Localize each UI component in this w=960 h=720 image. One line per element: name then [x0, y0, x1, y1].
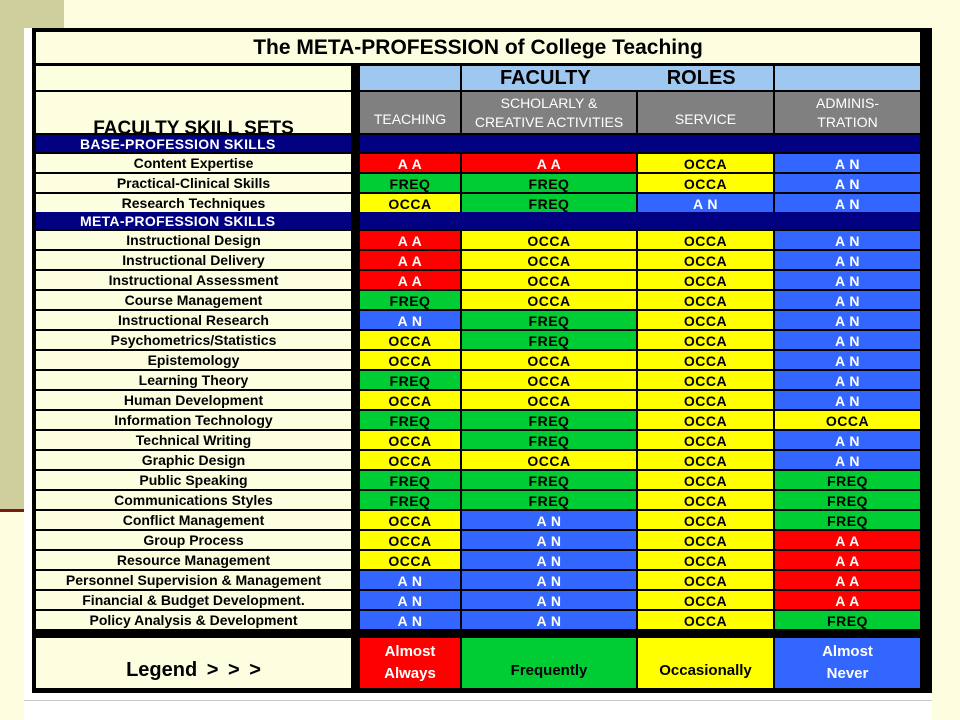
rating-administration: A A: [775, 591, 920, 609]
rating-teaching: OCCA: [360, 351, 460, 369]
rating-service: OCCA: [638, 591, 773, 609]
rating-scholarly: OCCA: [462, 351, 636, 369]
legend-occasionally: Occasionally: [638, 638, 773, 688]
section-meta-fill: [360, 212, 920, 229]
rating-scholarly: FREQ: [462, 411, 636, 429]
rating-teaching: A A: [360, 251, 460, 269]
rating-scholarly: FREQ: [462, 491, 636, 509]
skill-label: Content Expertise: [36, 154, 351, 172]
rating-administration: A A: [775, 571, 920, 589]
skill-label: Communications Styles: [36, 491, 351, 509]
skill-label: Policy Analysis & Development: [36, 611, 351, 629]
rating-scholarly: OCCA: [462, 391, 636, 409]
rating-scholarly: OCCA: [462, 371, 636, 389]
rating-service: OCCA: [638, 571, 773, 589]
rating-scholarly: A N: [462, 551, 636, 569]
skill-label: Personnel Supervision & Management: [36, 571, 351, 589]
col-service: SERVICE: [638, 92, 773, 133]
rating-administration: A N: [775, 174, 920, 192]
rating-scholarly: FREQ: [462, 311, 636, 329]
rating-administration: A A: [775, 551, 920, 569]
rating-administration: A N: [775, 154, 920, 172]
rating-service: OCCA: [638, 451, 773, 469]
rating-scholarly: A N: [462, 591, 636, 609]
rating-service: OCCA: [638, 611, 773, 629]
rating-administration: A N: [775, 311, 920, 329]
skill-label: Human Development: [36, 391, 351, 409]
rating-administration: A N: [775, 451, 920, 469]
rating-teaching: OCCA: [360, 431, 460, 449]
skill-label: Resource Management: [36, 551, 351, 569]
skill-label: Financial & Budget Development.: [36, 591, 351, 609]
rating-teaching: OCCA: [360, 511, 460, 529]
rating-teaching: A A: [360, 231, 460, 249]
rating-administration: OCCA: [775, 411, 920, 429]
rating-administration: FREQ: [775, 611, 920, 629]
rating-service: OCCA: [638, 371, 773, 389]
rating-teaching: OCCA: [360, 331, 460, 349]
section-base-profession: BASE-PROFESSION SKILLS: [36, 135, 351, 152]
rating-service: OCCA: [638, 531, 773, 549]
rating-teaching: OCCA: [360, 194, 460, 212]
rating-service: OCCA: [638, 391, 773, 409]
rating-scholarly: FREQ: [462, 471, 636, 489]
rating-scholarly: OCCA: [462, 291, 636, 309]
roles-label: ROLES: [666, 66, 736, 89]
skill-label: Course Management: [36, 291, 351, 309]
rating-service: OCCA: [638, 471, 773, 489]
skill-label: Instructional Research: [36, 311, 351, 329]
faculty-roles-header: [462, 66, 773, 90]
skill-label: Instructional Assessment: [36, 271, 351, 289]
rating-service: A N: [638, 194, 773, 212]
legend-almost-always: Almost Always: [360, 638, 460, 688]
rating-administration: A N: [775, 331, 920, 349]
rating-teaching: OCCA: [360, 391, 460, 409]
legend-almost-never: Almost Never: [775, 638, 920, 688]
rating-administration: A N: [775, 194, 920, 212]
skill-label: Practical-Clinical Skills: [36, 174, 351, 192]
rating-service: OCCA: [638, 174, 773, 192]
rating-administration: FREQ: [775, 491, 920, 509]
rating-service: OCCA: [638, 551, 773, 569]
rating-service: OCCA: [638, 351, 773, 369]
skill-label: Psychometrics/Statistics: [36, 331, 351, 349]
rating-service: OCCA: [638, 251, 773, 269]
rating-teaching: A N: [360, 591, 460, 609]
rating-scholarly: A N: [462, 571, 636, 589]
rating-service: OCCA: [638, 154, 773, 172]
rating-service: OCCA: [638, 291, 773, 309]
rating-teaching: A A: [360, 154, 460, 172]
rating-teaching: A N: [360, 571, 460, 589]
rating-administration: A A: [775, 531, 920, 549]
rating-service: OCCA: [638, 271, 773, 289]
col-teaching: TEACHING: [360, 92, 460, 133]
rating-administration: FREQ: [775, 471, 920, 489]
rating-service: OCCA: [638, 491, 773, 509]
rating-scholarly: OCCA: [462, 271, 636, 289]
skill-label: Information Technology: [36, 411, 351, 429]
section-base-fill: [360, 135, 920, 152]
skill-label: Research Techniques: [36, 194, 351, 212]
rating-service: OCCA: [638, 231, 773, 249]
rating-administration: A N: [775, 351, 920, 369]
rating-scholarly: FREQ: [462, 331, 636, 349]
skill-label: Instructional Delivery: [36, 251, 351, 269]
rating-service: OCCA: [638, 311, 773, 329]
rating-scholarly: FREQ: [462, 174, 636, 192]
rating-administration: A N: [775, 391, 920, 409]
rating-scholarly: FREQ: [462, 194, 636, 212]
rating-service: OCCA: [638, 331, 773, 349]
rating-teaching: OCCA: [360, 531, 460, 549]
faculty-skill-sets-heading: FACULTY SKILL SETS: [36, 92, 351, 133]
faculty-label: FACULTY: [500, 66, 591, 89]
rating-administration: A N: [775, 371, 920, 389]
skill-label: Group Process: [36, 531, 351, 549]
rating-scholarly: A A: [462, 154, 636, 172]
skill-label: Public Speaking: [36, 471, 351, 489]
rating-scholarly: A N: [462, 511, 636, 529]
rating-scholarly: A N: [462, 531, 636, 549]
rating-scholarly: OCCA: [462, 231, 636, 249]
skill-label: Epistemology: [36, 351, 351, 369]
rating-teaching: FREQ: [360, 174, 460, 192]
rating-scholarly: A N: [462, 611, 636, 629]
rating-administration: A N: [775, 431, 920, 449]
rating-teaching: OCCA: [360, 551, 460, 569]
rating-teaching: A N: [360, 611, 460, 629]
rating-service: OCCA: [638, 431, 773, 449]
skill-label: Instructional Design: [36, 231, 351, 249]
legend-label: Legend > > >: [36, 638, 351, 688]
skill-label: Learning Theory: [36, 371, 351, 389]
rating-scholarly: OCCA: [462, 451, 636, 469]
rating-teaching: A N: [360, 311, 460, 329]
rating-scholarly: OCCA: [462, 251, 636, 269]
rating-service: OCCA: [638, 411, 773, 429]
rating-scholarly: FREQ: [462, 431, 636, 449]
rating-service: OCCA: [638, 511, 773, 529]
rating-administration: A N: [775, 291, 920, 309]
col-scholarly: SCHOLARLY & CREATIVE ACTIVITIES: [462, 92, 636, 133]
rating-administration: A N: [775, 251, 920, 269]
skill-label: Graphic Design: [36, 451, 351, 469]
roles-header-blank-1: [360, 66, 460, 90]
skill-label: Conflict Management: [36, 511, 351, 529]
sheet-grid-bottom: [24, 700, 932, 701]
rating-administration: A N: [775, 271, 920, 289]
rating-teaching: FREQ: [360, 291, 460, 309]
rating-administration: FREQ: [775, 511, 920, 529]
rating-teaching: OCCA: [360, 451, 460, 469]
rating-teaching: FREQ: [360, 491, 460, 509]
rating-administration: A N: [775, 231, 920, 249]
section-meta-profession: META-PROFESSION SKILLS: [36, 212, 351, 229]
skill-label: Technical Writing: [36, 431, 351, 449]
rating-teaching: A A: [360, 271, 460, 289]
roles-header-blank-2: [775, 66, 920, 90]
rating-teaching: FREQ: [360, 471, 460, 489]
legend-frequently: Frequently: [462, 638, 636, 688]
col-administration: ADMINIS-TRATION: [775, 92, 920, 133]
rating-teaching: FREQ: [360, 371, 460, 389]
skill-sets-header-top: [36, 66, 351, 90]
page-title: The META-PROFESSION of College Teaching: [36, 32, 920, 63]
rating-teaching: FREQ: [360, 411, 460, 429]
